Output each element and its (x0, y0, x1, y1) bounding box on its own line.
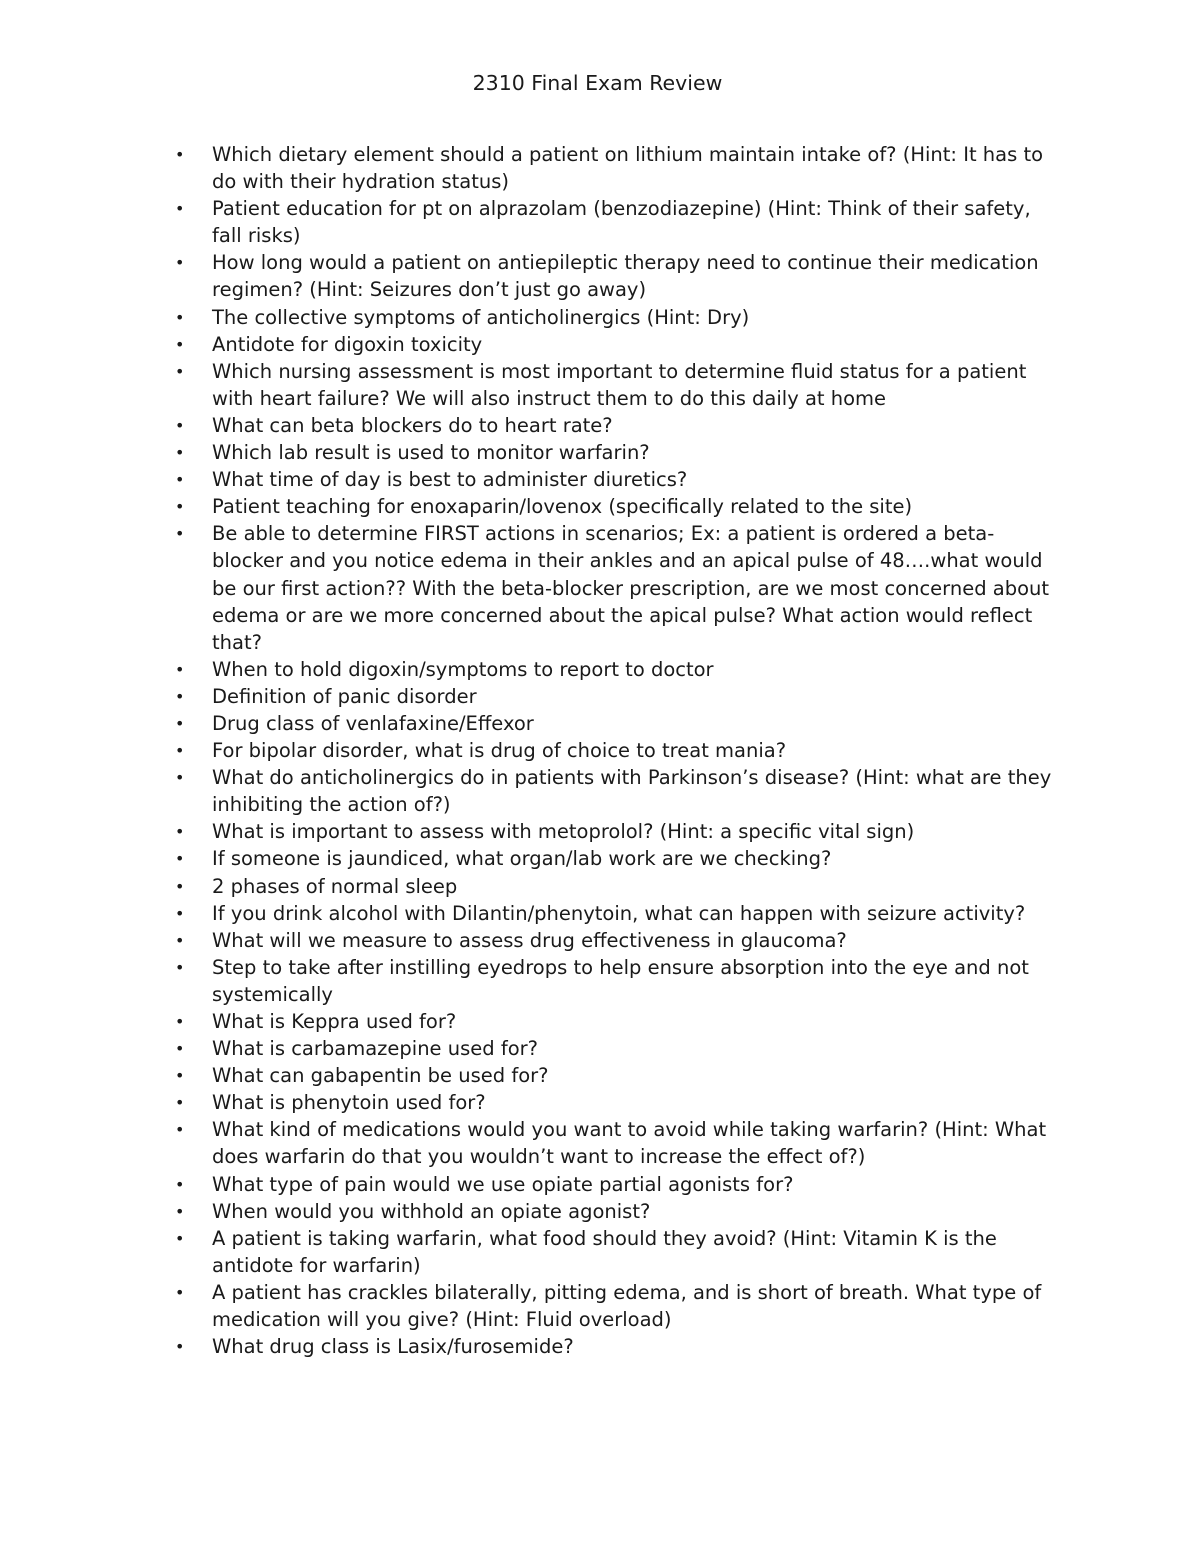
list-item-text: What is phenytoin used for? (212, 1091, 486, 1115)
list-item (175, 520, 1062, 655)
bullet-icon: • (175, 1282, 185, 1302)
list-item-text: Patient education for pt on alprazolam (benzodiazepine) (Hint: Think of their safety, fall risks) (212, 197, 1031, 248)
list-item (175, 249, 1062, 303)
list-item-text: What is Keppra used for? (212, 1010, 457, 1033)
list-item-text: How long would a patient on antiepileptic therapy need to continue their medication regimen? (Hint: Seizures don’t just go away) (212, 251, 1039, 302)
bullet-icon: • (175, 930, 185, 950)
list-item (175, 195, 1062, 249)
bullet-icon: • (175, 659, 185, 679)
bullet-icon: • (175, 361, 185, 381)
list-item-text: A patient is taking warfarin, what food should they avoid? (Hint: Vitamin K is the antidote for warfarin) (212, 1226, 997, 1277)
list-item (175, 818, 1062, 845)
list-item-text: A patient has crackles bilaterally, pitting edema, and is short of breath. What type of medication will you give? (Hint: Fluid overload) (212, 1280, 1042, 1332)
list-item (175, 683, 1062, 710)
bullet-icon: • (175, 253, 185, 273)
list-item (175, 954, 1062, 1008)
bullet-icon: • (175, 334, 185, 354)
list-item (175, 466, 1062, 493)
bullet-icon: • (175, 1201, 185, 1221)
bullet-icon: • (175, 497, 185, 517)
list-item-text: Step to take after instilling eyedrops to help ensure absorption into the eye and not systemically (212, 955, 1029, 1006)
list-item (175, 1171, 1062, 1198)
bullet-icon: • (175, 686, 185, 706)
list-item-text: Which nursing assessment is most important to determine fluid status for a patient with heart failure? We will also instruct them to do this daily at home (212, 359, 1027, 410)
bullet-icon: • (175, 1174, 185, 1194)
bullet-icon: • (175, 849, 185, 869)
review-question-list (175, 141, 1062, 1360)
list-item-text: Definition of panic disorder (212, 684, 477, 708)
list-item-text: What will we measure to assess drug effectiveness in glaucoma? (212, 928, 847, 952)
list-item (175, 1089, 1062, 1116)
list-item (175, 1008, 1062, 1035)
list-item (175, 1116, 1062, 1170)
bullet-icon: • (175, 1120, 185, 1140)
list-item-text: What type of pain would we use opiate partial agonists for? (212, 1172, 794, 1196)
list-item (175, 439, 1062, 466)
list-item-text: What can gabapentin be used for? (212, 1064, 549, 1088)
list-item-text: Antidote for digoxin toxicity (212, 332, 483, 356)
list-item (175, 1198, 1062, 1225)
list-item-text: What kind of medications would you want to avoid while taking warfarin? (Hint: What does warfarin do that you wouldn’t want to increase the effect of?) (212, 1118, 1047, 1169)
bullet-icon: • (175, 307, 185, 327)
list-item-text: If someone is jaundiced, what organ/lab work are we checking? (212, 847, 832, 871)
bullet-icon: • (175, 822, 185, 842)
bullet-icon: • (175, 1012, 185, 1031)
list-item-text: 2 phases of normal sleep (212, 874, 458, 898)
bullet-icon: • (175, 1093, 185, 1113)
bullet-icon: • (175, 415, 185, 435)
list-item-text: Patient teaching for enoxaparin/lovenox (specifically related to the site) (212, 495, 913, 519)
bullet-icon: • (175, 768, 185, 788)
list-item-text: The collective symptoms of anticholinergics (Hint: Dry) (212, 305, 750, 329)
list-item (175, 1333, 1062, 1360)
list-item (175, 141, 1062, 195)
bullet-icon: • (175, 1228, 185, 1248)
list-item (175, 493, 1062, 520)
page-title: 2310 Final Exam Review (472, 71, 723, 95)
list-item-text: What do anticholinergics do in patients with Parkinson’s disease? (Hint: what are they inhibiting the action of?) (212, 766, 1052, 817)
list-item-text: Which lab result is used to monitor warfarin? (212, 441, 650, 465)
bullet-icon: • (175, 741, 185, 761)
list-item (175, 1225, 1062, 1279)
list-item-text: What is carbamazepine used for? (212, 1037, 539, 1061)
list-item (175, 331, 1062, 358)
list-item-text: When would you withhold an opiate agonist? (212, 1199, 651, 1223)
list-item (175, 304, 1062, 331)
list-item-text: What can beta blockers do to heart rate? (212, 413, 613, 437)
list-item (175, 764, 1062, 818)
bullet-icon: • (175, 903, 185, 923)
list-item-text: What time of day is best to administer diuretics? (212, 468, 688, 492)
list-item (175, 927, 1062, 954)
bullet-icon: • (175, 524, 185, 544)
list-item-text: Which dietary element should a patient on lithium maintain intake of? (Hint: It has to do with their hydration status) (212, 143, 1044, 194)
list-item-text: When to hold digoxin/symptoms to report to doctor (212, 657, 714, 681)
list-item-text: What drug class is Lasix/furosemide? (212, 1335, 574, 1359)
list-item-text: Be able to determine FIRST actions in scenarios; Ex: a patient is ordered a beta-blocker and you notice edema in their ankles and an apical pulse of 48….what would be our first action?? With the beta-blocker prescription, are we most concerned about edema or are we more concerned about the apical pulse? What action would reflect that? (212, 522, 1050, 654)
list-item (175, 737, 1062, 764)
list-item (175, 656, 1062, 683)
list-item-text: If you drink alcohol with Dilantin/phenytoin, what can happen with seizure activity? (212, 901, 1026, 925)
bullet-icon: • (175, 1066, 185, 1086)
bullet-icon: • (175, 199, 185, 219)
list-item-text: Drug class of venlafaxine/Effexor (212, 711, 534, 735)
list-item-text: For bipolar disorder, what is drug of choice to treat mania? (212, 739, 787, 763)
list-item (175, 873, 1062, 900)
bullet-icon: • (175, 957, 185, 977)
list-item-text: What is important to assess with metoprolol? (Hint: a specific vital sign) (212, 820, 915, 844)
bullet-icon: • (175, 145, 185, 164)
bullet-icon: • (175, 713, 185, 733)
list-item (175, 358, 1062, 412)
list-item (175, 845, 1062, 872)
list-item (175, 1062, 1062, 1089)
bullet-icon: • (175, 470, 185, 490)
list-item (175, 900, 1062, 927)
bullet-icon: • (175, 1039, 185, 1059)
list-item (175, 1279, 1062, 1333)
bullet-icon: • (175, 443, 185, 463)
bullet-icon: • (175, 876, 185, 896)
list-item (175, 412, 1062, 439)
list-item (175, 1035, 1062, 1062)
bullet-icon: • (175, 1337, 185, 1357)
list-item (175, 710, 1062, 737)
